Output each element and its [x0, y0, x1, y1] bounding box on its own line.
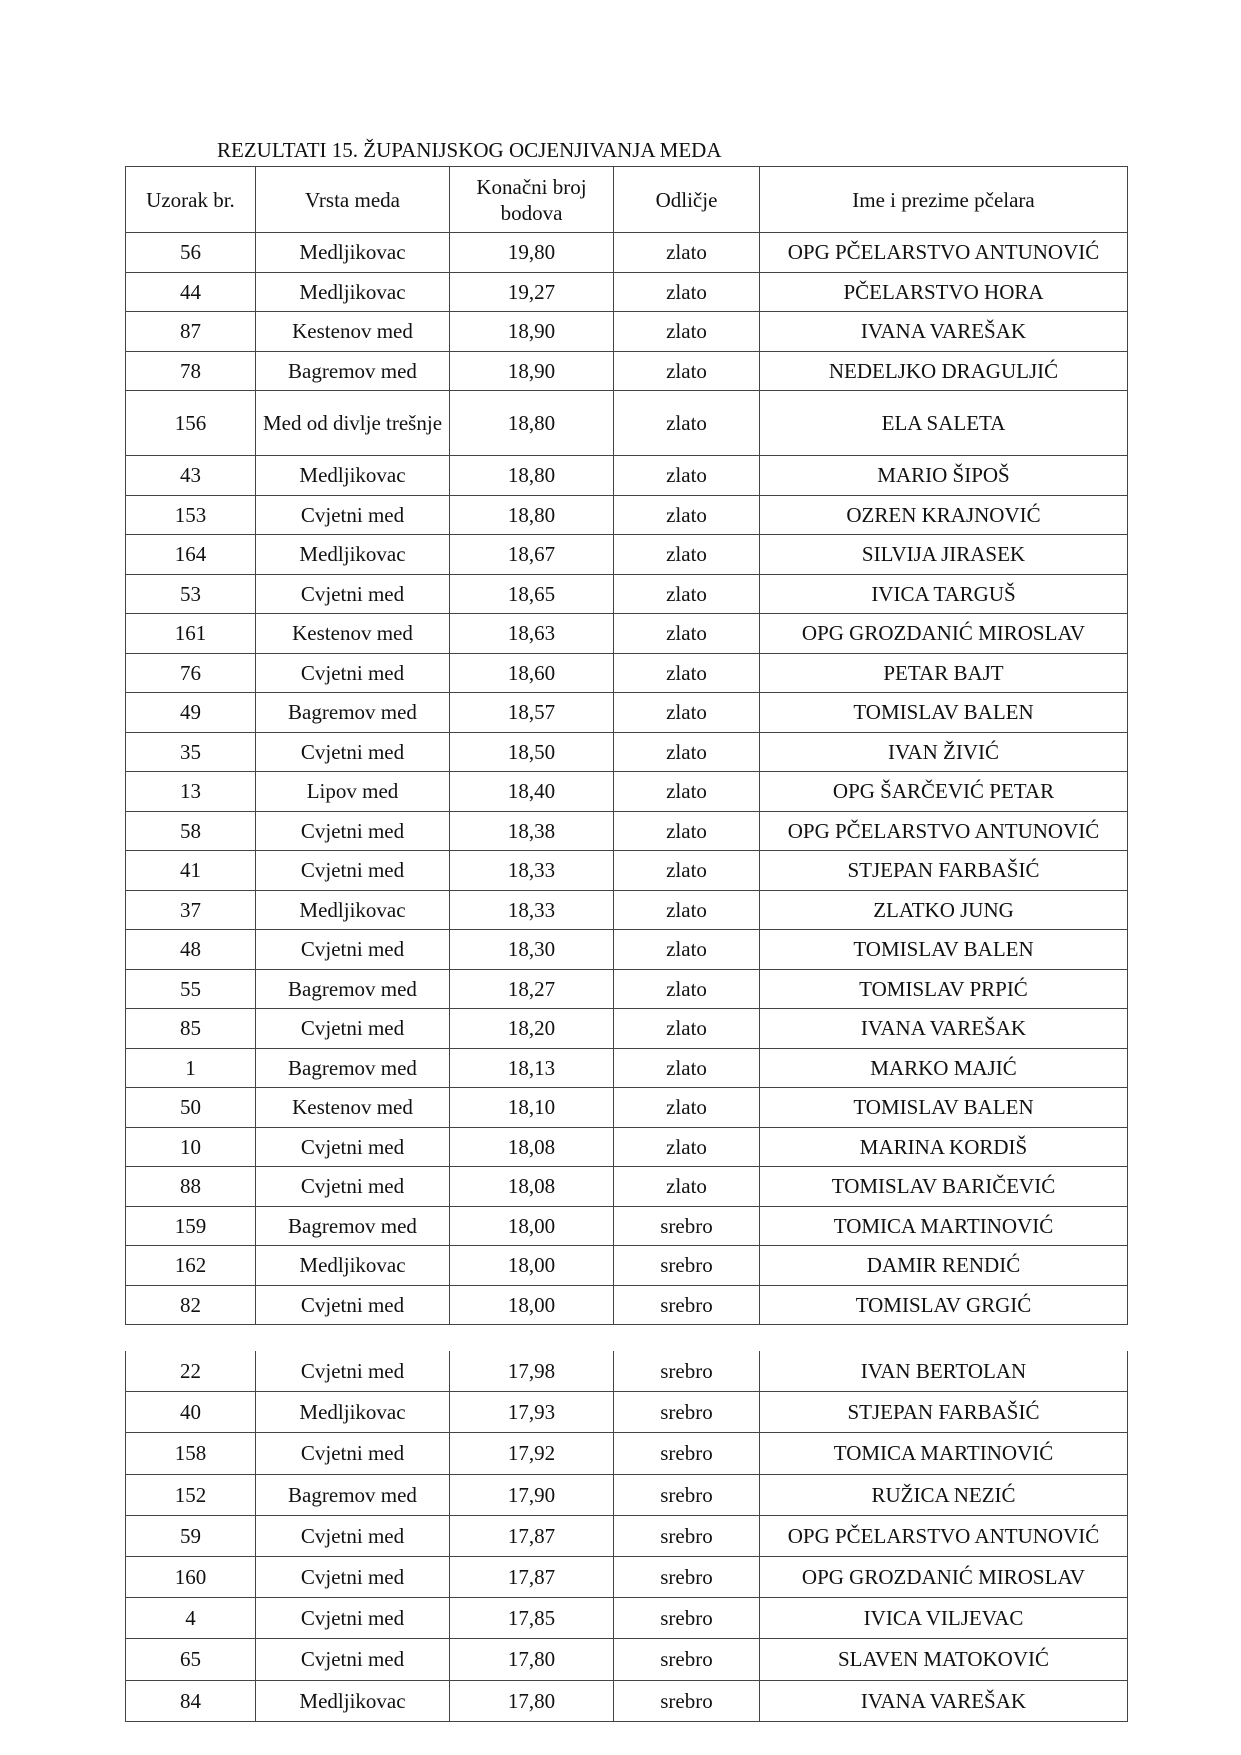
cell-beekeeper-name: IVICA TARGUŠ: [760, 574, 1128, 614]
cell-honey-type: Bagremov med: [256, 1474, 450, 1515]
cell-final-points: 18,60: [450, 653, 614, 693]
cell-honey-type: Cvjetni med: [256, 574, 450, 614]
cell-honey-type: Cvjetni med: [256, 1598, 450, 1639]
cell-honey-type: Medljikovac: [256, 272, 450, 312]
cell-beekeeper-name: RUŽICA NEZIĆ: [760, 1474, 1128, 1515]
cell-final-points: 17,87: [450, 1515, 614, 1556]
cell-sample-number: 160: [126, 1556, 256, 1597]
header-final-points: Konačni broj bodova: [450, 167, 614, 233]
cell-medal: srebro: [614, 1515, 760, 1556]
cell-medal: zlato: [614, 653, 760, 693]
cell-honey-type: Cvjetni med: [256, 653, 450, 693]
cell-medal: zlato: [614, 1009, 760, 1049]
cell-final-points: 18,10: [450, 1088, 614, 1128]
table-row: [126, 614, 1128, 654]
cell-beekeeper-name: MARIO ŠIPOŠ: [760, 456, 1128, 496]
table-row: [126, 312, 1128, 352]
cell-medal: zlato: [614, 890, 760, 930]
cell-honey-type: Cvjetni med: [256, 1285, 450, 1325]
cell-medal: srebro: [614, 1598, 760, 1639]
cell-honey-type: Cvjetni med: [256, 1556, 450, 1597]
cell-beekeeper-name: IVAN ŽIVIĆ: [760, 732, 1128, 772]
cell-medal: srebro: [614, 1680, 760, 1721]
table-row: [126, 1048, 1128, 1088]
cell-beekeeper-name: TOMICA MARTINOVIĆ: [760, 1433, 1128, 1474]
cell-honey-type: Cvjetni med: [256, 1639, 450, 1680]
table-row: [126, 574, 1128, 614]
cell-honey-type: Cvjetni med: [256, 732, 450, 772]
cell-honey-type: Cvjetni med: [256, 930, 450, 970]
cell-final-points: 17,90: [450, 1474, 614, 1515]
table-row: [126, 1009, 1128, 1049]
cell-final-points: 18,57: [450, 693, 614, 733]
table-row: [126, 1598, 1128, 1639]
cell-beekeeper-name: NEDELJKO DRAGULJIĆ: [760, 351, 1128, 391]
cell-sample-number: 10: [126, 1127, 256, 1167]
cell-beekeeper-name: OZREN KRAJNOVIĆ: [760, 495, 1128, 535]
cell-sample-number: 85: [126, 1009, 256, 1049]
cell-sample-number: 65: [126, 1639, 256, 1680]
cell-sample-number: 156: [126, 391, 256, 456]
table-row: [126, 391, 1128, 456]
table-row: [126, 1474, 1128, 1515]
table-row: [126, 1088, 1128, 1128]
cell-sample-number: 152: [126, 1474, 256, 1515]
cell-final-points: 19,80: [450, 233, 614, 273]
cell-beekeeper-name: TOMISLAV BARIČEVIĆ: [760, 1167, 1128, 1207]
table-row: [126, 851, 1128, 891]
cell-beekeeper-name: SILVIJA JIRASEK: [760, 535, 1128, 575]
table-row: [126, 1556, 1128, 1597]
cell-medal: srebro: [614, 1474, 760, 1515]
cell-medal: zlato: [614, 1167, 760, 1207]
header-beekeeper-name: Ime i prezime pčelara: [760, 167, 1128, 233]
cell-beekeeper-name: PČELARSTVO HORA: [760, 272, 1128, 312]
cell-final-points: 18,80: [450, 456, 614, 496]
cell-final-points: 18,33: [450, 851, 614, 891]
cell-medal: zlato: [614, 312, 760, 352]
cell-medal: srebro: [614, 1639, 760, 1680]
cell-final-points: 18,90: [450, 312, 614, 352]
cell-medal: zlato: [614, 1127, 760, 1167]
cell-honey-type: Cvjetni med: [256, 1009, 450, 1049]
cell-sample-number: 53: [126, 574, 256, 614]
table-row: [126, 1639, 1128, 1680]
table-row: [126, 930, 1128, 970]
cell-honey-type: Bagremov med: [256, 969, 450, 1009]
cell-medal: zlato: [614, 1088, 760, 1128]
cell-final-points: 18,08: [450, 1167, 614, 1207]
cell-final-points: 17,98: [450, 1351, 614, 1392]
results-table-continued: [125, 1351, 1128, 1722]
cell-honey-type: Bagremov med: [256, 1206, 450, 1246]
cell-final-points: 18,65: [450, 574, 614, 614]
table-row: [126, 1680, 1128, 1721]
cell-medal: srebro: [614, 1433, 760, 1474]
cell-final-points: 18,33: [450, 890, 614, 930]
cell-final-points: 17,80: [450, 1680, 614, 1721]
cell-final-points: 18,80: [450, 391, 614, 456]
cell-beekeeper-name: TOMISLAV PRPIĆ: [760, 969, 1128, 1009]
cell-sample-number: 161: [126, 614, 256, 654]
cell-final-points: 18,67: [450, 535, 614, 575]
cell-beekeeper-name: ELA SALETA: [760, 391, 1128, 456]
cell-sample-number: 44: [126, 272, 256, 312]
cell-medal: srebro: [614, 1206, 760, 1246]
cell-sample-number: 40: [126, 1392, 256, 1433]
cell-medal: zlato: [614, 495, 760, 535]
cell-sample-number: 22: [126, 1351, 256, 1392]
cell-medal: srebro: [614, 1392, 760, 1433]
cell-beekeeper-name: IVAN BERTOLAN: [760, 1351, 1128, 1392]
cell-beekeeper-name: OPG PČELARSTVO ANTUNOVIĆ: [760, 811, 1128, 851]
cell-final-points: 18,13: [450, 1048, 614, 1088]
cell-sample-number: 78: [126, 351, 256, 391]
cell-beekeeper-name: IVICA VILJEVAC: [760, 1598, 1128, 1639]
cell-honey-type: Cvjetni med: [256, 1351, 450, 1392]
cell-final-points: 17,80: [450, 1639, 614, 1680]
cell-beekeeper-name: IVANA VAREŠAK: [760, 1009, 1128, 1049]
table-row: [126, 233, 1128, 273]
cell-sample-number: 35: [126, 732, 256, 772]
cell-final-points: 18,38: [450, 811, 614, 851]
cell-medal: zlato: [614, 574, 760, 614]
table-row: [126, 811, 1128, 851]
table-row: [126, 653, 1128, 693]
table-row: [126, 969, 1128, 1009]
cell-medal: zlato: [614, 456, 760, 496]
cell-beekeeper-name: SLAVEN MATOKOVIĆ: [760, 1639, 1128, 1680]
cell-final-points: 17,92: [450, 1433, 614, 1474]
cell-honey-type: Cvjetni med: [256, 811, 450, 851]
cell-sample-number: 50: [126, 1088, 256, 1128]
cell-sample-number: 84: [126, 1680, 256, 1721]
cell-honey-type: Cvjetni med: [256, 1127, 450, 1167]
cell-final-points: 18,80: [450, 495, 614, 535]
cell-sample-number: 76: [126, 653, 256, 693]
cell-beekeeper-name: TOMICA MARTINOVIĆ: [760, 1206, 1128, 1246]
cell-honey-type: Medljikovac: [256, 1680, 450, 1721]
header-honey-type: Vrsta meda: [256, 167, 450, 233]
cell-beekeeper-name: STJEPAN FARBAŠIĆ: [760, 1392, 1128, 1433]
table-row: [126, 732, 1128, 772]
cell-beekeeper-name: MARKO MAJIĆ: [760, 1048, 1128, 1088]
table-row: [126, 495, 1128, 535]
table-row: [126, 1246, 1128, 1286]
cell-beekeeper-name: STJEPAN FARBAŠIĆ: [760, 851, 1128, 891]
results-table: [125, 166, 1128, 1325]
cell-honey-type: Medljikovac: [256, 456, 450, 496]
cell-medal: zlato: [614, 772, 760, 812]
table-row: [126, 1351, 1128, 1392]
cell-honey-type: Kestenov med: [256, 312, 450, 352]
cell-medal: zlato: [614, 851, 760, 891]
cell-beekeeper-name: PETAR BAJT: [760, 653, 1128, 693]
cell-medal: zlato: [614, 233, 760, 273]
cell-honey-type: Medljikovac: [256, 1246, 450, 1286]
cell-beekeeper-name: OPG GROZDANIĆ MIROSLAV: [760, 614, 1128, 654]
cell-sample-number: 49: [126, 693, 256, 733]
table-row: [126, 1167, 1128, 1207]
table-header-row: [126, 167, 1128, 233]
cell-beekeeper-name: DAMIR RENDIĆ: [760, 1246, 1128, 1286]
table-row: [126, 1127, 1128, 1167]
cell-final-points: 18,90: [450, 351, 614, 391]
cell-medal: zlato: [614, 930, 760, 970]
cell-sample-number: 56: [126, 233, 256, 273]
cell-honey-type: Med od divlje trešnje: [256, 391, 450, 456]
cell-honey-type: Lipov med: [256, 772, 450, 812]
cell-honey-type: Kestenov med: [256, 614, 450, 654]
cell-honey-type: Cvjetni med: [256, 1515, 450, 1556]
cell-final-points: 17,93: [450, 1392, 614, 1433]
cell-medal: zlato: [614, 732, 760, 772]
table-row: [126, 693, 1128, 733]
cell-beekeeper-name: IVANA VAREŠAK: [760, 1680, 1128, 1721]
cell-honey-type: Medljikovac: [256, 535, 450, 575]
cell-final-points: 18,27: [450, 969, 614, 1009]
cell-sample-number: 88: [126, 1167, 256, 1207]
cell-honey-type: Bagremov med: [256, 693, 450, 733]
cell-beekeeper-name: IVANA VAREŠAK: [760, 312, 1128, 352]
cell-medal: zlato: [614, 811, 760, 851]
cell-medal: srebro: [614, 1556, 760, 1597]
cell-sample-number: 158: [126, 1433, 256, 1474]
cell-honey-type: Kestenov med: [256, 1088, 450, 1128]
cell-beekeeper-name: OPG PČELARSTVO ANTUNOVIĆ: [760, 1515, 1128, 1556]
table-row: [126, 535, 1128, 575]
header-medal: Odličje: [614, 167, 760, 233]
cell-medal: zlato: [614, 351, 760, 391]
cell-sample-number: 82: [126, 1285, 256, 1325]
cell-honey-type: Medljikovac: [256, 233, 450, 273]
table-row: [126, 1433, 1128, 1474]
table-row: [126, 1285, 1128, 1325]
cell-medal: srebro: [614, 1351, 760, 1392]
cell-sample-number: 13: [126, 772, 256, 812]
cell-sample-number: 159: [126, 1206, 256, 1246]
cell-final-points: 17,85: [450, 1598, 614, 1639]
cell-final-points: 18,00: [450, 1246, 614, 1286]
cell-honey-type: Cvjetni med: [256, 495, 450, 535]
cell-medal: zlato: [614, 535, 760, 575]
cell-honey-type: Cvjetni med: [256, 1167, 450, 1207]
cell-final-points: 18,30: [450, 930, 614, 970]
cell-medal: zlato: [614, 614, 760, 654]
table-row: [126, 1392, 1128, 1433]
cell-sample-number: 55: [126, 969, 256, 1009]
cell-honey-type: Cvjetni med: [256, 1433, 450, 1474]
cell-final-points: 18,00: [450, 1285, 614, 1325]
cell-final-points: 18,63: [450, 614, 614, 654]
table-row: [126, 272, 1128, 312]
table-row: [126, 1515, 1128, 1556]
cell-beekeeper-name: ZLATKO JUNG: [760, 890, 1128, 930]
cell-beekeeper-name: TOMISLAV BALEN: [760, 930, 1128, 970]
cell-final-points: 18,20: [450, 1009, 614, 1049]
cell-beekeeper-name: OPG ŠARČEVIĆ PETAR: [760, 772, 1128, 812]
cell-beekeeper-name: TOMISLAV BALEN: [760, 693, 1128, 733]
cell-final-points: 18,00: [450, 1206, 614, 1246]
cell-sample-number: 87: [126, 312, 256, 352]
cell-medal: zlato: [614, 272, 760, 312]
cell-beekeeper-name: TOMISLAV BALEN: [760, 1088, 1128, 1128]
table-row: [126, 890, 1128, 930]
header-sample-number: Uzorak br.: [126, 167, 256, 233]
cell-medal: zlato: [614, 1048, 760, 1088]
cell-beekeeper-name: TOMISLAV GRGIĆ: [760, 1285, 1128, 1325]
table-row: [126, 772, 1128, 812]
cell-sample-number: 41: [126, 851, 256, 891]
cell-honey-type: Cvjetni med: [256, 851, 450, 891]
document-title: REZULTATI 15. ŽUPANIJSKOG OCJENJIVANJA MEDA: [217, 138, 722, 162]
cell-final-points: 17,87: [450, 1556, 614, 1597]
cell-beekeeper-name: OPG GROZDANIĆ MIROSLAV: [760, 1556, 1128, 1597]
cell-sample-number: 59: [126, 1515, 256, 1556]
cell-sample-number: 48: [126, 930, 256, 970]
table-row: [126, 1206, 1128, 1246]
cell-sample-number: 43: [126, 456, 256, 496]
cell-medal: srebro: [614, 1246, 760, 1286]
cell-sample-number: 153: [126, 495, 256, 535]
cell-honey-type: Bagremov med: [256, 351, 450, 391]
cell-medal: zlato: [614, 969, 760, 1009]
cell-beekeeper-name: MARINA KORDIŠ: [760, 1127, 1128, 1167]
table-row: [126, 456, 1128, 496]
cell-honey-type: Medljikovac: [256, 890, 450, 930]
cell-final-points: 19,27: [450, 272, 614, 312]
cell-medal: zlato: [614, 391, 760, 456]
cell-final-points: 18,08: [450, 1127, 614, 1167]
cell-final-points: 18,50: [450, 732, 614, 772]
cell-sample-number: 162: [126, 1246, 256, 1286]
cell-honey-type: Medljikovac: [256, 1392, 450, 1433]
cell-sample-number: 164: [126, 535, 256, 575]
cell-final-points: 18,40: [450, 772, 614, 812]
cell-sample-number: 4: [126, 1598, 256, 1639]
cell-sample-number: 58: [126, 811, 256, 851]
cell-beekeeper-name: OPG PČELARSTVO ANTUNOVIĆ: [760, 233, 1128, 273]
cell-medal: zlato: [614, 693, 760, 733]
cell-sample-number: 37: [126, 890, 256, 930]
cell-medal: srebro: [614, 1285, 760, 1325]
cell-honey-type: Bagremov med: [256, 1048, 450, 1088]
table-row: [126, 351, 1128, 391]
cell-sample-number: 1: [126, 1048, 256, 1088]
